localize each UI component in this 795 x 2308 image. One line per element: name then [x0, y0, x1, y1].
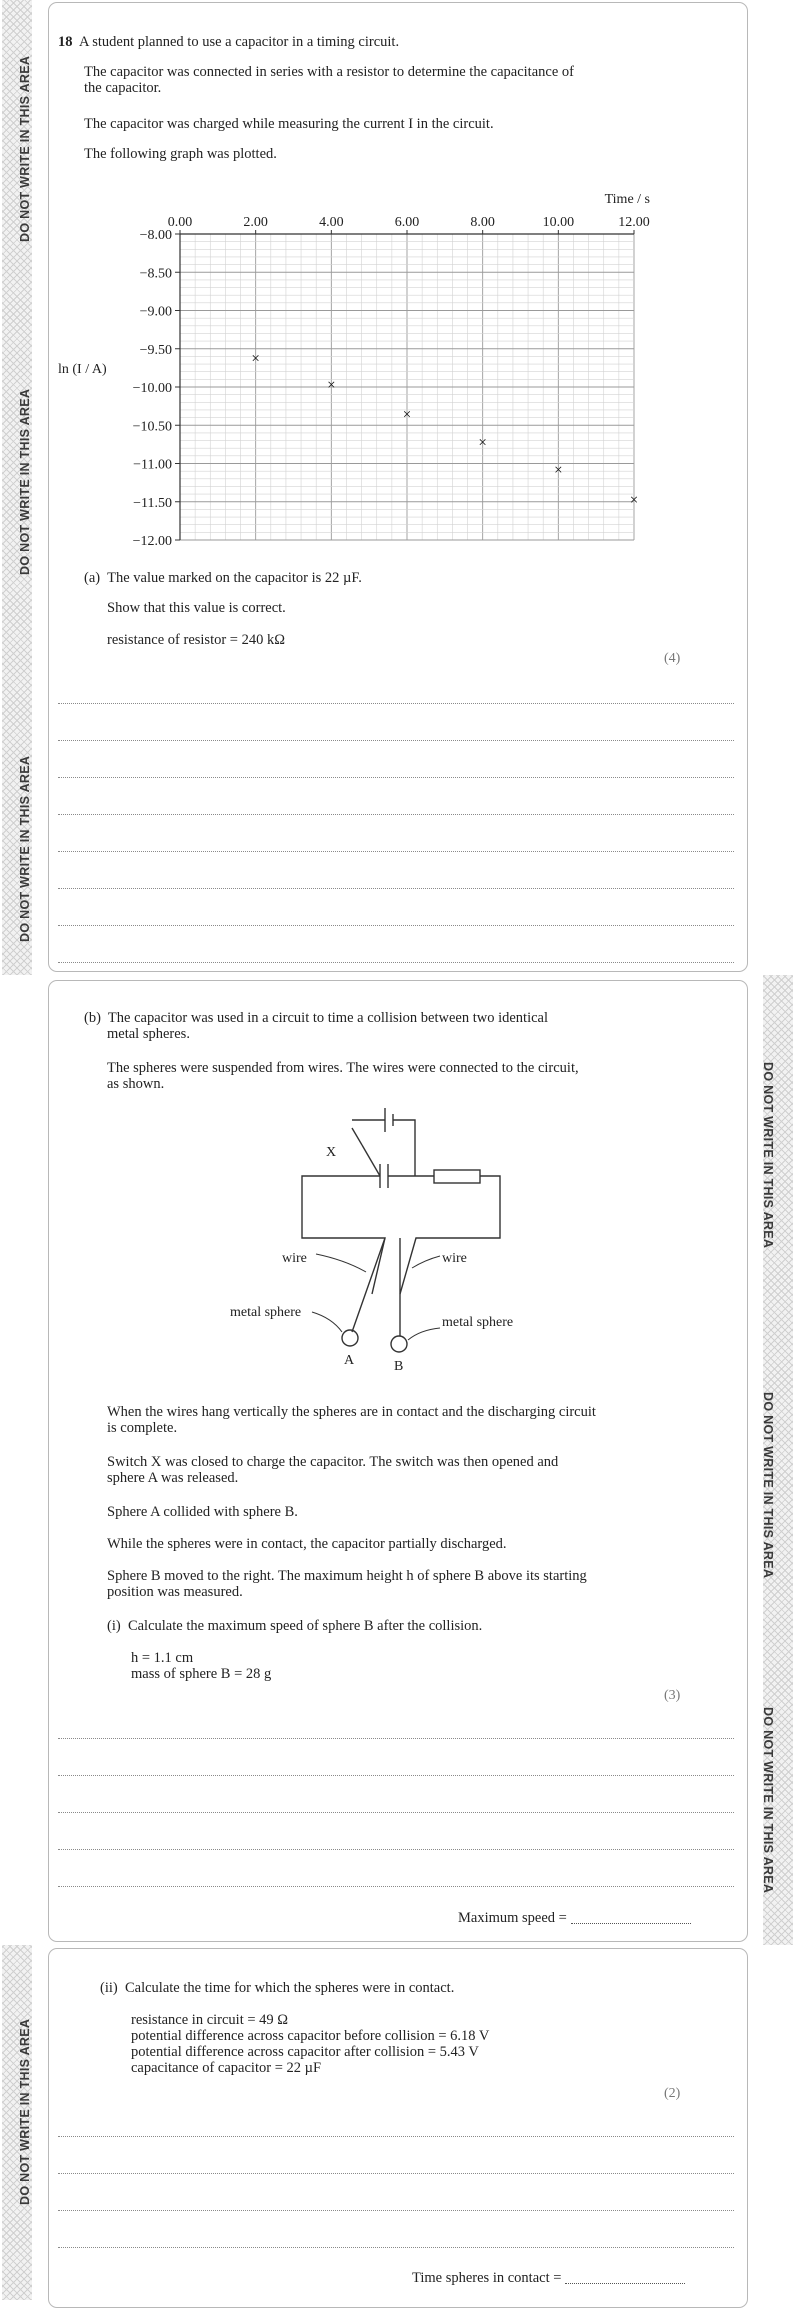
circuit-wire-battery-right [393, 1120, 415, 1176]
leader-wire-left [316, 1254, 366, 1272]
part-b-p1a: When the wires hang vertically the spheres are in contact and the discharging circuit [107, 1404, 596, 1420]
y-tick-label: −12.00 [132, 534, 172, 549]
part-b-ii-text: Calculate the time for which the spheres were in contact. [124, 1980, 455, 1996]
answer-line [58, 925, 734, 926]
part-b-p1b: is complete. [107, 1420, 178, 1436]
x-tick-label: 4.00 [319, 215, 344, 230]
part-b-text-2b: as shown. [107, 1076, 165, 1092]
y-axis-label: ln (I / A) [58, 361, 107, 377]
part-a-line [84, 570, 362, 586]
circuit-wire-top-loop [362, 1145, 380, 1176]
y-tick-label: −10.00 [132, 381, 172, 396]
part-b-text-1b: metal spheres. [107, 1026, 190, 1042]
part-b-text-1a: The capacitor was used in a circuit to time a collision between two identical [107, 1010, 549, 1026]
stem-line-2: The capacitor was charged while measuring the current I in the circuit. [84, 116, 494, 132]
part-b-ii-label: (ii) [100, 1980, 118, 1996]
contact-time-answer-line[interactable] [565, 2283, 685, 2284]
part-b-i-given-1: h = 1.1 cm [131, 1650, 194, 1666]
part-a-instruction: Show that this value is correct. [107, 600, 286, 616]
part-b-line-1a [84, 1010, 548, 1026]
data-point-marker: × [554, 462, 563, 479]
data-point-marker: × [327, 377, 336, 394]
leader-sphere-right [408, 1328, 440, 1340]
part-b-ii-marks: (2) [664, 2086, 681, 2101]
switch-x [352, 1128, 362, 1145]
sphere-a [342, 1330, 358, 1346]
answer-line [58, 851, 734, 852]
part-b-text-2a: The spheres were suspended from wires. The wires were connected to the circuit, [107, 1060, 579, 1076]
part-b-label: (b) [84, 1010, 101, 1026]
max-speed-answer-line[interactable] [571, 1923, 691, 1924]
data-point-marker: × [629, 492, 639, 509]
circuit-diagram [0, 1100, 795, 1380]
data-point-marker: × [251, 350, 260, 367]
do-not-write-label-left-2: DO NOT WRITE IN THIS AREA [18, 388, 32, 575]
part-a-marks: (4) [664, 651, 681, 666]
do-not-write-label-right-3: DO NOT WRITE IN THIS AREA [761, 1707, 775, 1894]
x-tick-label: 2.00 [243, 215, 268, 230]
wire-label-left: wire [282, 1251, 307, 1266]
answer-line [58, 1886, 734, 1887]
sphere-label-left: metal sphere [230, 1305, 302, 1320]
answer-line [58, 740, 734, 741]
y-tick-label: −11.00 [133, 457, 172, 473]
x-axis-label: Time / s [604, 192, 650, 207]
answer-line [58, 814, 734, 815]
y-tick-label: −8.00 [139, 228, 172, 243]
part-b-ii-given-1: resistance in circuit = 49 Ω [131, 2012, 289, 2028]
page-frame-3 [48, 1948, 748, 2308]
part-b-i-given-2: mass of sphere B = 28 g [131, 1666, 272, 1682]
do-not-write-label-left-4: DO NOT WRITE IN THIS AREA [18, 2018, 32, 2205]
part-b-ii-given-3: potential difference across capacitor after collision = 5.43 V [131, 2044, 479, 2060]
stem-line-1a: The capacitor was connected in series with a resistor to determine the capacitance of [84, 64, 574, 80]
part-b-i-text: Calculate the maximum speed of sphere B after the collision. [127, 1618, 483, 1634]
sphere-label-right: metal sphere [442, 1315, 514, 1330]
y-tick-label: −11.50 [133, 495, 172, 511]
part-b-p3: Sphere A collided with sphere B. [107, 1504, 298, 1520]
part-b-ii-line [100, 1980, 454, 1996]
answer-line [58, 2210, 734, 2211]
answer-line [58, 1849, 734, 1850]
y-tick-label: −9.00 [139, 304, 172, 320]
answer-line [58, 1812, 734, 1813]
answer-line [58, 1775, 734, 1776]
stem-line-1b: the capacitor. [84, 80, 162, 96]
do-not-write-label-left-1: DO NOT WRITE IN THIS AREA [18, 55, 32, 242]
part-a-text: The value marked on the capacitor is 22 µF. [107, 570, 362, 586]
part-b-p5a: Sphere B moved to the right. The maximum height h of sphere B above its starting [107, 1568, 587, 1584]
x-tick-label: 0.00 [167, 215, 193, 230]
y-tick-label: −8.50 [139, 266, 172, 282]
x-tick-label: 10.00 [542, 215, 575, 230]
part-b-p4: While the spheres were in contact, the capacitor partially discharged. [107, 1536, 507, 1552]
wire-label-right: wire [442, 1251, 467, 1266]
stem-line-3: The following graph was plotted. [84, 146, 277, 162]
question-intro: A student planned to use a capacitor in a timing circuit. [78, 34, 400, 50]
part-b-p2a: Switch X was closed to charge the capacitor. The switch was then opened and [107, 1454, 559, 1470]
leader-wire-right [412, 1256, 440, 1268]
resistor [434, 1170, 480, 1183]
circuit-wire-left-loop [302, 1176, 385, 1294]
part-b-i-label: (i) [107, 1618, 121, 1634]
sphere-a-label: A [344, 1353, 355, 1368]
part-b-ii-given-2: potential difference across capacitor before collision = 6.18 V [131, 2028, 490, 2044]
sphere-b-label: B [394, 1359, 404, 1374]
answer-line [58, 2136, 734, 2137]
circuit-wire-right-return [400, 1176, 500, 1294]
part-b-i-line [107, 1618, 482, 1634]
answer-line [58, 962, 734, 963]
part-b-ii-given-4: capacitance of capacitor = 22 µF [131, 2060, 322, 2076]
do-not-write-label-left-3: DO NOT WRITE IN THIS AREA [18, 755, 32, 942]
chart [0, 0, 795, 560]
y-tick-label: −10.50 [132, 419, 172, 435]
question-number: 18 [58, 34, 73, 50]
x-tick-label: 8.00 [470, 215, 495, 230]
max-speed-label: Maximum speed = [458, 1910, 567, 1926]
answer-line [58, 703, 734, 704]
part-b-p5b: position was measured. [107, 1584, 243, 1600]
answer-line [58, 2247, 734, 2248]
x-tick-label: 12.00 [618, 215, 650, 230]
answer-line [58, 777, 734, 778]
contact-time-answer[interactable] [412, 2270, 685, 2287]
part-a-given: resistance of resistor = 240 kΩ [107, 632, 286, 648]
sphere-b [391, 1336, 407, 1352]
wire-to-sphere-a [352, 1238, 385, 1332]
x-tick-label: 6.00 [394, 215, 420, 230]
do-not-write-label-right-2: DO NOT WRITE IN THIS AREA [761, 1392, 775, 1579]
part-b-p2b: sphere A was released. [107, 1470, 239, 1486]
do-not-write-label-right-1: DO NOT WRITE IN THIS AREA [761, 1062, 775, 1249]
switch-label: X [326, 1145, 337, 1160]
contact-time-label: Time spheres in contact = [412, 2270, 562, 2286]
part-b-i-marks: (3) [664, 1688, 681, 1703]
answer-line [58, 1738, 734, 1739]
y-tick-label: −9.50 [139, 342, 172, 358]
data-point-marker: × [478, 435, 487, 452]
answer-line [58, 2173, 734, 2174]
leader-sphere-left [312, 1312, 342, 1332]
max-speed-answer[interactable] [458, 1910, 691, 1927]
answer-line [58, 888, 734, 889]
data-point-marker: × [402, 406, 412, 423]
part-a-label: (a) [84, 570, 101, 586]
